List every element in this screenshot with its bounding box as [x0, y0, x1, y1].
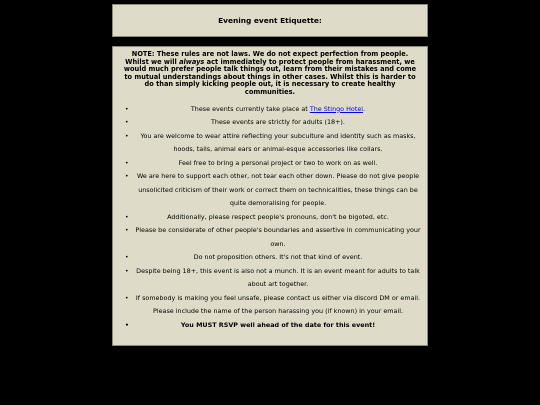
bullet-icon: • — [125, 159, 129, 167]
note-text-after: act immediately to protect people from harassment, we would much prefer people talk things out, learn from their mistakes and come to mutual understandings about things in other cases. Whilst this is harder to do than simply kicking people out, it is necessary to create healthy communities. — [123, 57, 417, 96]
title-panel — [112, 4, 428, 37]
rule-munch — [125, 265, 421, 292]
venue-link[interactable]: The Stingo Hotel — [309, 104, 364, 113]
rule-boundaries — [125, 224, 421, 251]
note-emphasis: always — [179, 57, 205, 66]
bullet-icon: • — [125, 132, 129, 140]
rule-project-text: Feel free to bring a personal project or two to work on as well. — [178, 158, 378, 167]
bullet-icon: • — [125, 254, 129, 262]
bullet-icon: • — [125, 267, 129, 275]
rule-pronouns-text: Additionally, please respect people's pronouns, don't be bigoted, etc. — [167, 212, 389, 221]
rule-proposition — [125, 251, 421, 265]
bullet-icon: • — [125, 227, 129, 235]
rule-proposition-text: Do not proposition others. It's not that kind of event. — [193, 253, 363, 262]
disclaimer-note — [119, 51, 421, 97]
rule-support-text: We are here to support each other, not tear each other down. Please do not give people unsolicited criticism of their work or correct them on technicalities, these things can be quite demoralising for people. — [136, 172, 420, 208]
rule-rsvp — [125, 319, 421, 333]
rule-attire-text: You are welcome to wear attire reflecting your subculture and identity such as masks, hoods, tails, animal ears or animal-esque accessories like collars. — [140, 131, 416, 154]
rule-boundaries-text: Please be considerate of other people's boundaries and assertive in communicating your own. — [135, 226, 421, 248]
rules-panel — [112, 46, 428, 346]
bullet-icon: • — [125, 105, 129, 113]
rules-list — [119, 103, 421, 333]
rule-support — [125, 170, 421, 211]
bullet-icon: • — [125, 173, 129, 181]
rule-unsafe — [125, 292, 421, 319]
rule-munch-text: Despite being 18+, this event is also not a munch. It is an event meant for adults to talk about art together. — [136, 266, 420, 289]
rule-adults — [125, 116, 421, 130]
page-title: Evening event Etiquette: — [218, 16, 322, 25]
rule-project — [125, 157, 421, 171]
bullet-icon: • — [125, 119, 129, 127]
rule-attire — [125, 130, 421, 157]
rule-pronouns — [125, 211, 421, 225]
rule-venue-text-after: . — [363, 104, 366, 113]
rule-adults-text: These events are strictly for adults (18+). — [211, 118, 345, 127]
bullet-icon: • — [125, 321, 129, 329]
bullet-icon: • — [125, 294, 129, 302]
bullet-icon: • — [125, 213, 129, 221]
note-text-before: NOTE: These rules are not laws. We do not expect perfection from people. Whilst we will — [125, 50, 409, 66]
rule-rsvp-text: You MUST RSVP well ahead of the date for this event! — [180, 320, 376, 329]
rule-venue — [125, 103, 421, 117]
rule-venue-text-before: These events currently take place at — [190, 104, 310, 113]
rule-unsafe-text: If somebody is making you feel unsafe, please contact us either via discord DM or email. Please include the name of the person harassing you (if known) in your email. — [135, 293, 421, 316]
